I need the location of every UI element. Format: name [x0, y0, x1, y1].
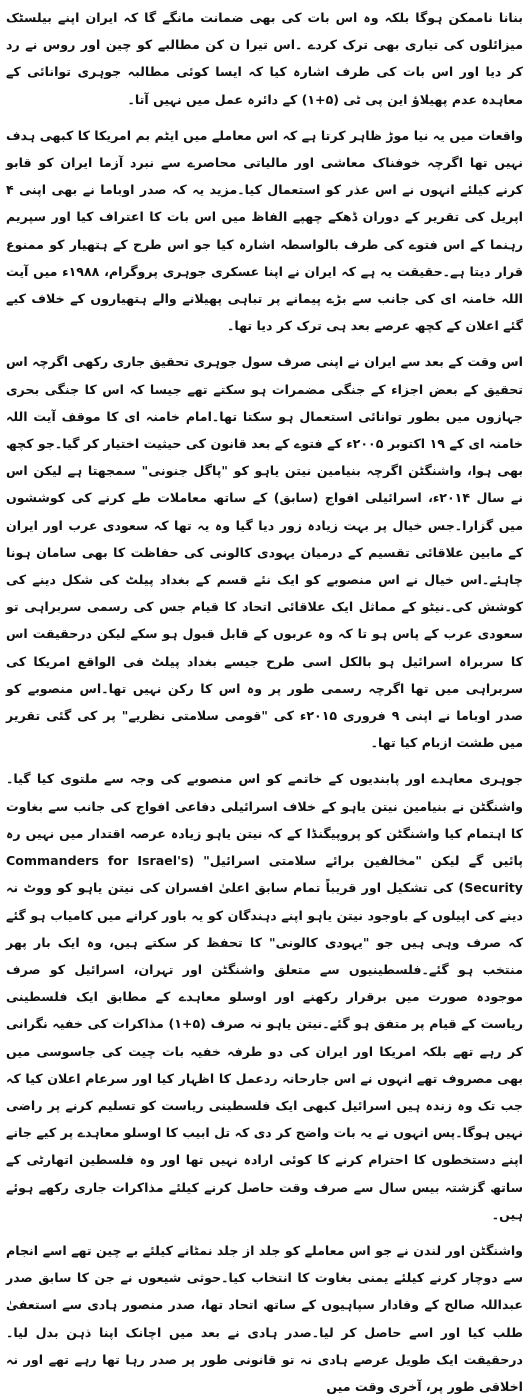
article-paragraph-1: بنانا ناممکن ہوگا بلکہ وہ اس بات کی بھی ضمانت مانگے گا کہ ایران اپنے بیلسٹک میزائلوں کی تیاری بھی ترک کردے ۔اس تیرا ن کن مطالبے کو چین اور روس نے رد کر دیا اور اس بات کی طرف اشارہ کیا کہ ایسا کوئی مطالبہ جوہری توانائی کے معاہدہ عدم پھیلاؤ این پی ٹی (۵+۱) کے دائرہ عمل میں نہیں آتا۔ — [6, 10, 523, 107]
article-paragraph-2: واقعات میں یہ نیا موڑ ظاہر کرتا ہے کہ اس معاملے میں ایٹم بم امریکا کا کبھی ہدف نہیں تھا اگرچہ خوفناک معاشی اور مالیاتی محاصرے سے نبرد آزما ایران کو قابو کرنے کیلئے انہوں نے اس عذر کو استعمال کیا۔مزید یہ کہ صدر اوباما نے بھی اپنی ۴ اپریل کی تقریر کے دوران ڈھکے چھپے الفاظ میں اس بات کا اعتراف کیا اور سپریم رہنما کے اس فتوے کی طرف بالواسطہ اشارہ کیا جو اس طرح کے ہتھیار کو ممنوع قرار دیتا ہے۔حقیقت یہ ہے کہ ایران نے اپنا عسکری جوہری پروگرام، ۱۹۸۸ء میں آیت اللہ خامنہ ای کی جانب سے بڑے پیمانے پر تباہی پھیلانے والے ہتھیاروں کے خلاف کیے گئے اعلان کے کچھ عرصے بعد ہی ترک کر دیا تھا۔ — [6, 127, 524, 334]
article-paragraph-4: جوہری معاہدے اور پابندیوں کے خاتمے کو اس منصوبے کی وجہ سے ملتوی کیا گیا۔واشنگٹن نے بنیامین نیتن یاہو کے خلاف اسرائیلی دفاعی افواج کی جانب سے بغاوت کا اہتمام کیا واشنگٹن کو پروپیگنڈا کے کہ نیتن یاہو زیادہ عرصہ اقتدار میں نہیں رہ پائیں گے لیکن "مخالفین برائے سلامتی اسرائیل" (Commanders for Israel's Security) کی تشکیل اور قریباً تمام سابق اعلیٰ افسران کی نیتن یاہو کو ووٹ نہ دینے کی اپیلوں کے باوجود نیتن یاہو اپنے دہندگان کو یہ باور کرانے میں کامیاب ہو گئے کہ صرف وہی ہیں جو "یہودی کالونی" کا تحفظ کر سکتے ہیں، وہ ایک بار پھر منتخب ہو گئے۔فلسطینیوں سے متعلق واشنگٹن اور تہران، اسرائیل کو صرف موجودہ صورت میں برقرار رکھنے اور اوسلو معاہدے کے مطابق ایک فلسطینی ریاست کے قیام پر متفق ہو گئے۔نیتن یاہو نہ صرف (۵+۱) مذاکرات کی خفیہ نگرانی کر رہے تھے بلکہ امریکا اور ایران کی دو طرفہ خفیہ بات چیت کی جاسوسی میں بھی مصروف تھے انہوں نے اس جارحانہ ردعمل کا اظہار کیا اور سرعام اعلان کیا کہ جب تک وہ زندہ ہیں اسرائیل کبھی ایک فلسطینی ریاست کو تسلیم کرنے پر راضی نہیں ہوگا۔پس انہوں نے یہ بات واضح کر دی کہ تل ابیب کا اوسلو معاہدے پر کیے جانے اپنے دستخطوں کا احترام کرنے کا کوئی ارادہ نہیں تھا اور وہ فلسطین اتھارٹی کے ساتھ گزشتہ بیس سال سے صرف وقت حاصل کرنے کیلئے مذاکرات جاری رکھے ہوئے ہیں۔ — [6, 771, 524, 1222]
article-paragraph-3: اس وقت کے بعد سے ایران نے اپنی صرف سول جوہری تحقیق جاری رکھی اگرچہ اس تحقیق کے بعض اجزاء کے جنگی مضمرات ہو سکتے تھے جیسا کہ اس کا جنگی بحری جہازوں میں بطور توانائی استعمال ہو سکتا تھا۔امام خامنہ ای کا موقف آیت اللہ خامنہ ای کے ۱۹ اکتوبر ۲۰۰۵ء کے فتوے کے بعد قانون کی حیثیت اختیار کر گیا۔جو کچھ بھی ہوا، واشنگٹن اگرچہ بنیامین نیتن یاہو کو "پاگل جنونی" سمجھتا ہے لیکن اس نے سال ۲۰۱۴ء، اسرائیلی افواج (سابق) کے ساتھ معاملات طے کرنے کی کوششوں میں گزارا۔جس خیال پر بہت زیادہ زور دیا گیا وہ یہ تھا کہ سعودی عرب اور ایران کے مابین علاقائی تقسیم کے درمیان یہودی کالونی کی حفاظت کا بھی سامان ہونا چاہئے۔اس خیال نے اس منصوبے کو ایک نئے قسم کے بغداد پیلٹ کی شکل دینے کی کوشش کی۔نیٹو کے مماثل ایک علاقائی اتحاد کا قیام جس کی رسمی سربراہی تو سعودی عرب کے پاس ہو تا کہ وہ عربوں کے قابل قبول ہو سکے لیکن درحقیقت اس کا سربراہ اسرائیل ہو بالکل اسی طرح جیسے بغداد پیلٹ فی الواقع امریکا کی سربراہی میں تھا اگرچہ رسمی طور پر وہ اس کا رکن نہیں تھا۔اس منصوبے کو صدر اوباما نے اپنی ۹ فروری ۲۰۱۵ء کی "قومی سلامتی نظریے" پر کی گئی تقریر میں طشت ازبام کیا تھا۔ — [6, 354, 523, 751]
article-paragraph-5: واشنگٹن اور لندن نے جو اس معاملے کو جلد از جلد نمٹانے کیلئے بے چین تھے اسے انجام سے دوچار کرنے کیلئے یمنی بغاوت کا انتخاب کیا۔حوثی شیعوں نے جن کا سابق صدر عبداللہ صالح کے وفادار سپاہیوں کے ساتھ اتحاد تھا، صدر منصور ہادی سے استعفیٰ طلب کیا اور اسے حاصل کر لیا۔صدر ہادی نے بعد میں اچانک اپنا ذہن بدل لیا۔درحقیقت ایک طویل عرصے ہادی نہ تو قانونی طور پر صدر رہا تھا رہے تھے اور نہ اخلاقی طور پر، آخری وقت میں — [6, 1242, 523, 1394]
